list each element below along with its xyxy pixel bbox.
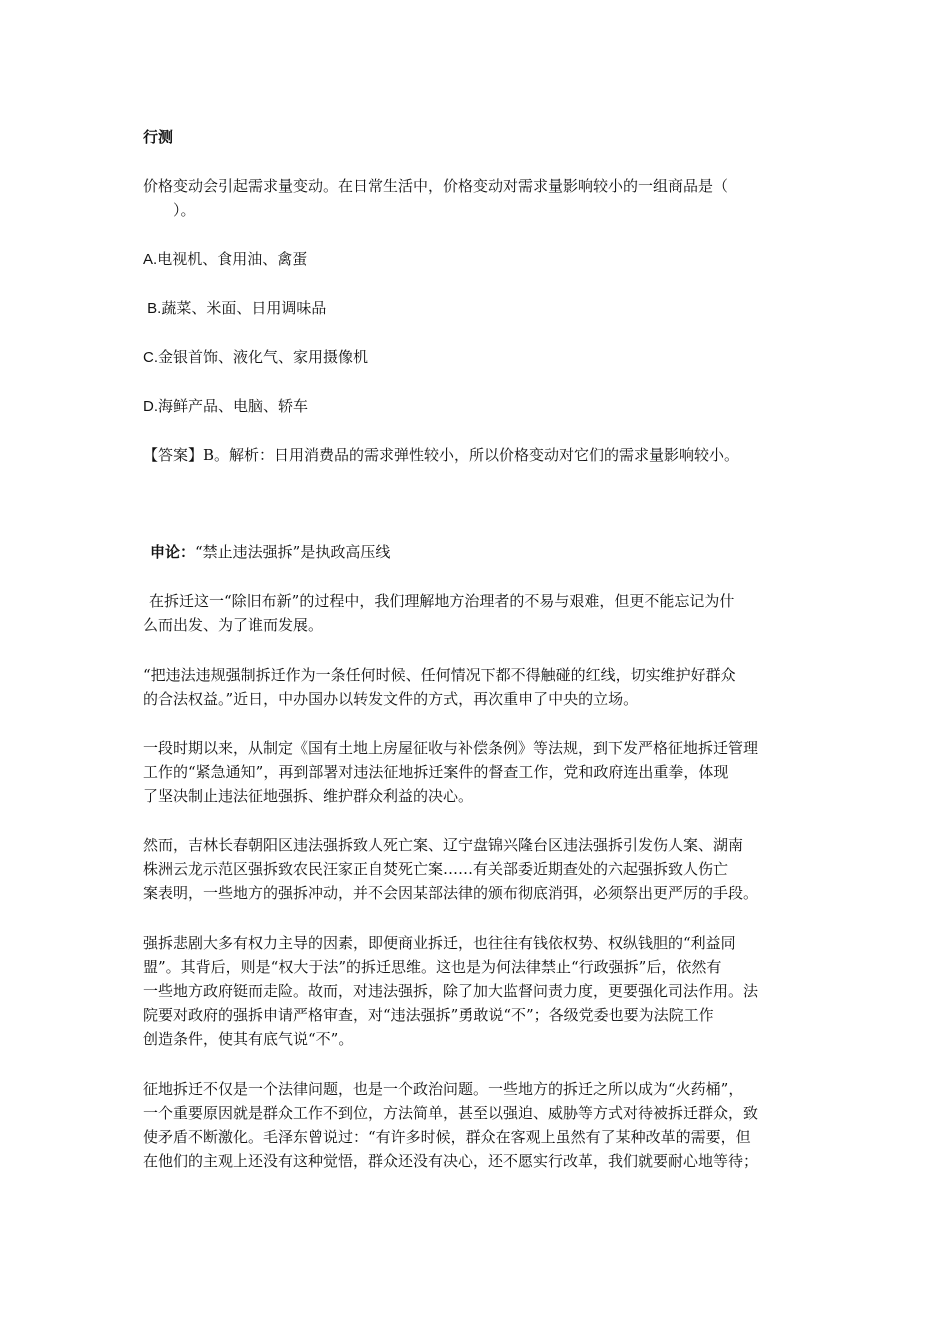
essay-line: 创造条件，使其有底气说“不”。 bbox=[143, 1030, 354, 1048]
option-a bbox=[143, 247, 813, 272]
option-b bbox=[143, 296, 813, 321]
essay-line: 一段时期以来，从制定《国有土地上房屋征收与补偿条例》等法规，到下发严格征地拆迁管理 bbox=[143, 739, 759, 757]
essay-paragraph bbox=[143, 736, 813, 808]
question-line: 价格变动会引起需求量变动。在日常生活中，价格变动对需求量影响较小的一组商品是（ bbox=[143, 177, 729, 195]
answer-explanation: 【答案】B。解析：日用消费品的需求弹性较小，所以价格变动对它们的需求量影响较小。 bbox=[143, 446, 740, 464]
essay-line: 了坚决制止违法征地强拆、维护群众利益的决心。 bbox=[143, 787, 474, 805]
question-text bbox=[143, 174, 813, 222]
shenlun-heading bbox=[150, 540, 820, 564]
shenlun-title: “禁止违法强拆”是执政高压线 bbox=[195, 543, 391, 561]
essay-line: 案表明，一些地方的强拆冲动，并不会因某部法律的颁布彻底消弭，必须祭出更严厉的手段。 bbox=[143, 884, 759, 902]
option-c bbox=[143, 345, 813, 370]
option-letter: A. bbox=[143, 251, 158, 268]
option-text: 金银首饰、液化气、家用摄像机 bbox=[158, 348, 369, 366]
essay-paragraph bbox=[143, 589, 813, 637]
option-text: 海鲜产品、电脑、轿车 bbox=[158, 397, 309, 415]
essay-line: 强拆悲剧大多有权力主导的因素，即便商业拆迁，也往往有钱依权势、权纵钱胆的“利益同 bbox=[143, 934, 736, 952]
essay-line: 盟”。其背后，则是“权大于法”的拆迁思维。这也是为何法律禁止“行政强拆”后，依然有 bbox=[143, 958, 722, 976]
essay-line: 株洲云龙示范区强拆致农民汪家正自焚死亡案……有关部委近期查处的六起强拆致人伤亡 bbox=[143, 860, 729, 878]
essay-line: 然而，吉林长春朝阳区违法强拆致人死亡案、辽宁盘锦兴隆台区违法强拆引发伤人案、湖南 bbox=[143, 836, 744, 854]
option-text: 电视机、食用油、禽蛋 bbox=[157, 250, 308, 268]
essay-paragraph bbox=[143, 663, 813, 711]
option-text: 蔬菜、米面、日用调味品 bbox=[161, 299, 327, 317]
essay-paragraph bbox=[143, 833, 813, 905]
essay-line: 么而出发、为了谁而发展。 bbox=[143, 616, 324, 634]
essay-paragraph bbox=[143, 931, 813, 1051]
option-letter: B. bbox=[143, 300, 162, 317]
essay-line: 工作的“紧急通知”，再到部署对违法征地拆迁案件的督查工作，党和政府连出重拳，体现 bbox=[143, 763, 729, 781]
essay-line: 一些地方政府铤而走险。故而，对违法强拆，除了加大监督问责力度，更要强化司法作用。法 bbox=[143, 982, 759, 1000]
option-d bbox=[143, 394, 813, 419]
essay-line: 院要对政府的强拆申请严格审查，对“违法强拆”勇敢说“不”；各级党委也要为法院工作 bbox=[143, 1006, 714, 1024]
essay-line: 的合法权益。”近日，中办国办以转发文件的方式，再次重申了中央的立场。 bbox=[143, 690, 639, 708]
essay-line: 一个重要原因就是群众工作不到位，方法简单，甚至以强迫、威胁等方式对待被拆迁群众，致 bbox=[143, 1104, 759, 1122]
option-letter: D. bbox=[143, 398, 158, 415]
essay-line: 在拆迁这一“除旧布新”的过程中，我们理解地方治理者的不易与艰难，但更不能忘记为什 bbox=[149, 592, 735, 610]
option-letter: C. bbox=[143, 349, 158, 366]
essay-line: “把违法违规强制拆迁作为一条任何时候、任何情况下都不得触碰的红线，切实维护好群众 bbox=[143, 666, 736, 684]
essay-line: 使矛盾不断激化。毛泽东曾说过：“有许多时候，群众在客观上虽然有了某种改革的需要，但 bbox=[143, 1128, 751, 1146]
section-heading-xingce: 行测 bbox=[143, 128, 174, 146]
question-line: ）。 bbox=[143, 201, 196, 219]
shenlun-label: 申论： bbox=[150, 543, 196, 561]
essay-line: 征地拆迁不仅是一个法律问题，也是一个政治问题。一些地方的拆迁之所以成为“火药桶”， bbox=[143, 1080, 744, 1098]
essay-paragraph bbox=[143, 1077, 813, 1173]
essay-line: 在他们的主观上还没有这种觉悟，群众还没有决心，还不愿实行改革，我们就要耐心地等待； bbox=[143, 1152, 759, 1170]
